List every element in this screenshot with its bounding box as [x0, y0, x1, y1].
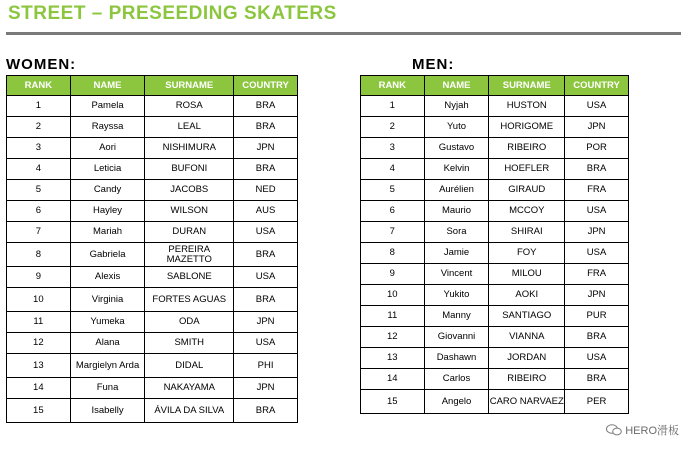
- name-cell: Isabelly: [70, 399, 145, 423]
- country-cell: BRA: [565, 369, 629, 390]
- rank-cell: 11: [361, 306, 425, 327]
- table-row: [7, 180, 298, 201]
- table-row: [361, 138, 629, 159]
- women-table-header: [7, 76, 298, 96]
- name-cell: Virginia: [70, 288, 145, 312]
- women-section-label: WOMEN:: [6, 56, 77, 73]
- country-cell: USA: [565, 243, 629, 264]
- table-row: [361, 306, 629, 327]
- country-cell: BRA: [234, 159, 298, 180]
- surname-cell: NAKAYAMA: [145, 378, 234, 399]
- column-header-name: NAME: [70, 76, 145, 96]
- rank-cell: 10: [361, 285, 425, 306]
- surname-cell: JACOBS: [145, 180, 234, 201]
- table-row: [7, 159, 298, 180]
- rank-cell: 8: [7, 243, 71, 267]
- table-row: [7, 201, 298, 222]
- surname-cell: ÁVILA DA SILVA: [145, 399, 234, 423]
- table-row: [361, 264, 629, 285]
- country-cell: PER: [565, 390, 629, 414]
- surname-cell: MCCOY: [489, 201, 565, 222]
- surname-cell: SABLONE: [145, 267, 234, 288]
- surname-cell: HORIGOME: [489, 117, 565, 138]
- column-header-rank: RANK: [361, 76, 425, 96]
- watermark: [606, 422, 679, 438]
- name-cell: Yumeka: [70, 312, 145, 333]
- table-row: [361, 243, 629, 264]
- table-row: [7, 333, 298, 354]
- name-cell: Vincent: [424, 264, 489, 285]
- surname-cell: DURAN: [145, 222, 234, 243]
- table-row: [7, 312, 298, 333]
- table-row: [7, 138, 298, 159]
- men-table: [360, 75, 629, 414]
- country-cell: JPN: [565, 285, 629, 306]
- surname-cell: VIANNA: [489, 327, 565, 348]
- name-cell: Yukito: [424, 285, 489, 306]
- rank-cell: 2: [7, 117, 71, 138]
- surname-cell: JORDAN: [489, 348, 565, 369]
- country-cell: JPN: [234, 138, 298, 159]
- name-cell: Alana: [70, 333, 145, 354]
- surname-cell: PEREIRA MAZETTO: [145, 243, 234, 267]
- surname-cell: LEAL: [145, 117, 234, 138]
- rank-cell: 13: [361, 348, 425, 369]
- rank-cell: 1: [7, 96, 71, 117]
- surname-cell: SMITH: [145, 333, 234, 354]
- column-header-name: NAME: [424, 76, 489, 96]
- surname-cell: MILOU: [489, 264, 565, 285]
- rank-cell: 7: [7, 222, 71, 243]
- name-cell: Rayssa: [70, 117, 145, 138]
- country-cell: AUS: [234, 201, 298, 222]
- surname-cell: FORTES AGUAS: [145, 288, 234, 312]
- table-row: [361, 285, 629, 306]
- name-cell: Hayley: [70, 201, 145, 222]
- name-cell: Gabriela: [70, 243, 145, 267]
- name-cell: Carlos: [424, 369, 489, 390]
- men-table-header: [361, 76, 629, 96]
- country-cell: USA: [234, 222, 298, 243]
- surname-cell: CARO NARVAEZ: [489, 390, 565, 414]
- country-cell: FRA: [565, 264, 629, 285]
- table-row: [7, 96, 298, 117]
- name-cell: Gustavo: [424, 138, 489, 159]
- table-row: [361, 180, 629, 201]
- rank-cell: 11: [7, 312, 71, 333]
- country-cell: BRA: [234, 117, 298, 138]
- name-cell: Nyjah: [424, 96, 489, 117]
- column-header-country: COUNTRY: [565, 76, 629, 96]
- name-cell: Giovanni: [424, 327, 489, 348]
- table-row: [361, 348, 629, 369]
- rank-cell: 2: [361, 117, 425, 138]
- country-cell: PUR: [565, 306, 629, 327]
- surname-cell: NISHIMURA: [145, 138, 234, 159]
- rank-cell: 13: [7, 354, 71, 378]
- rank-cell: 12: [7, 333, 71, 354]
- name-cell: Candy: [70, 180, 145, 201]
- name-cell: Angelo: [424, 390, 489, 414]
- surname-cell: ROSA: [145, 96, 234, 117]
- country-cell: PHI: [234, 354, 298, 378]
- surname-cell: SHIRAI: [489, 222, 565, 243]
- table-row: [361, 222, 629, 243]
- rank-cell: 12: [361, 327, 425, 348]
- country-cell: USA: [565, 96, 629, 117]
- table-row: [361, 159, 629, 180]
- table-row: [7, 117, 298, 138]
- rank-cell: 6: [7, 201, 71, 222]
- table-row: [7, 399, 298, 423]
- country-cell: POR: [565, 138, 629, 159]
- women-table: [6, 75, 298, 423]
- rank-cell: 3: [7, 138, 71, 159]
- rank-cell: 7: [361, 222, 425, 243]
- country-cell: USA: [234, 333, 298, 354]
- chat-bubble-icon: [606, 424, 622, 436]
- men-section-label: MEN:: [412, 56, 455, 73]
- country-cell: BRA: [234, 399, 298, 423]
- table-row: [7, 243, 298, 267]
- rank-cell: 10: [7, 288, 71, 312]
- name-cell: Jamie: [424, 243, 489, 264]
- table-row: [361, 117, 629, 138]
- men-table-body: [361, 96, 629, 414]
- name-cell: Funa: [70, 378, 145, 399]
- rank-cell: 4: [361, 159, 425, 180]
- name-cell: Aurélien: [424, 180, 489, 201]
- country-cell: BRA: [234, 96, 298, 117]
- country-cell: BRA: [234, 288, 298, 312]
- rank-cell: 5: [361, 180, 425, 201]
- rank-cell: 5: [7, 180, 71, 201]
- name-cell: Kelvin: [424, 159, 489, 180]
- page-title: STREET – PRESEEDING SKATERS: [8, 3, 337, 24]
- table-row: [361, 390, 629, 414]
- column-header-surname: SURNAME: [489, 76, 565, 96]
- surname-cell: BUFONI: [145, 159, 234, 180]
- country-cell: BRA: [234, 243, 298, 267]
- title-divider: [6, 32, 681, 35]
- table-row: [7, 288, 298, 312]
- table-row: [361, 201, 629, 222]
- name-cell: Mariah: [70, 222, 145, 243]
- name-cell: Yuto: [424, 117, 489, 138]
- surname-cell: RIBEIRO: [489, 369, 565, 390]
- name-cell: Margielyn Arda: [70, 354, 145, 378]
- name-cell: Alexis: [70, 267, 145, 288]
- country-cell: BRA: [565, 327, 629, 348]
- watermark-text: HERO滑板: [625, 425, 679, 437]
- surname-cell: HUSTON: [489, 96, 565, 117]
- table-row: [7, 354, 298, 378]
- surname-cell: ODA: [145, 312, 234, 333]
- name-cell: Leticia: [70, 159, 145, 180]
- rank-cell: 14: [7, 378, 71, 399]
- rank-cell: 8: [361, 243, 425, 264]
- surname-cell: RIBEIRO: [489, 138, 565, 159]
- country-cell: JPN: [234, 312, 298, 333]
- name-cell: Manny: [424, 306, 489, 327]
- rank-cell: 15: [361, 390, 425, 414]
- country-cell: FRA: [565, 180, 629, 201]
- column-header-surname: SURNAME: [145, 76, 234, 96]
- country-cell: USA: [565, 348, 629, 369]
- column-header-country: COUNTRY: [234, 76, 298, 96]
- column-header-rank: RANK: [7, 76, 71, 96]
- country-cell: JPN: [565, 222, 629, 243]
- table-row: [361, 369, 629, 390]
- rank-cell: 4: [7, 159, 71, 180]
- name-cell: Aori: [70, 138, 145, 159]
- surname-cell: AOKI: [489, 285, 565, 306]
- table-row: [361, 96, 629, 117]
- country-cell: JPN: [234, 378, 298, 399]
- surname-cell: HOEFLER: [489, 159, 565, 180]
- surname-cell: FOY: [489, 243, 565, 264]
- rank-cell: 9: [7, 267, 71, 288]
- surname-cell: WILSON: [145, 201, 234, 222]
- surname-cell: DIDAL: [145, 354, 234, 378]
- table-row: [7, 267, 298, 288]
- name-cell: Dashawn: [424, 348, 489, 369]
- surname-cell: SANTIAGO: [489, 306, 565, 327]
- country-cell: USA: [565, 201, 629, 222]
- table-row: [361, 327, 629, 348]
- surname-cell: GIRAUD: [489, 180, 565, 201]
- country-cell: USA: [234, 267, 298, 288]
- country-cell: JPN: [565, 117, 629, 138]
- rank-cell: 14: [361, 369, 425, 390]
- name-cell: Pamela: [70, 96, 145, 117]
- country-cell: NED: [234, 180, 298, 201]
- table-row: [7, 222, 298, 243]
- rank-cell: 3: [361, 138, 425, 159]
- name-cell: Sora: [424, 222, 489, 243]
- rank-cell: 15: [7, 399, 71, 423]
- name-cell: Maurio: [424, 201, 489, 222]
- rank-cell: 6: [361, 201, 425, 222]
- rank-cell: 9: [361, 264, 425, 285]
- country-cell: BRA: [565, 159, 629, 180]
- women-table-body: [7, 96, 298, 423]
- rank-cell: 1: [361, 96, 425, 117]
- table-row: [7, 378, 298, 399]
